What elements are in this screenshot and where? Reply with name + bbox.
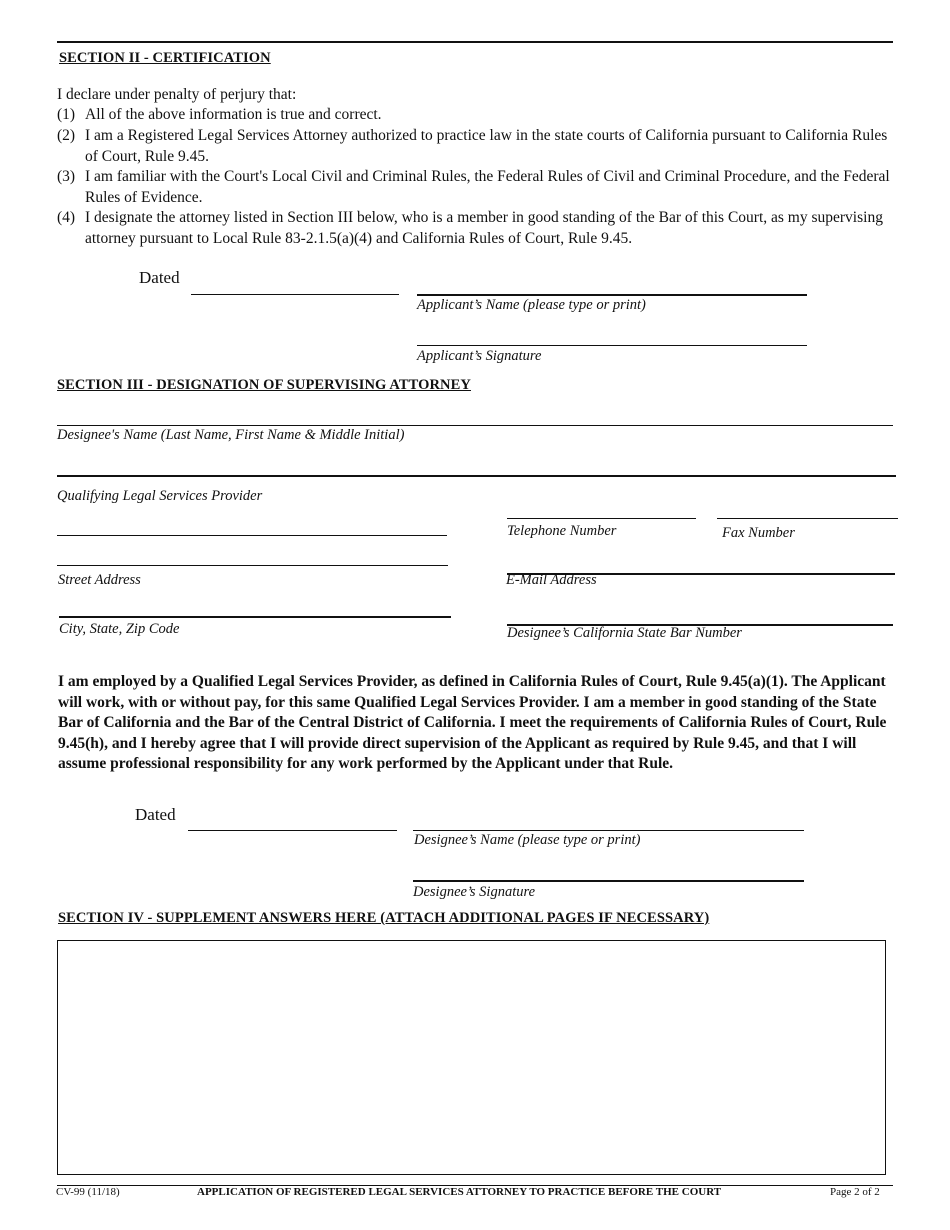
designee-signature-field[interactable] — [413, 862, 803, 880]
applicant-signature-label: Applicant’s Signature — [417, 348, 542, 364]
city-state-zip-line — [59, 616, 451, 618]
applicant-signature-line — [417, 345, 807, 346]
provider-field[interactable] — [57, 457, 895, 475]
applicant-dated-label: Dated — [139, 268, 180, 287]
page-number: Page 2 of 2 — [830, 1186, 880, 1198]
applicant-signature-field[interactable] — [417, 327, 806, 345]
telephone-label: Telephone Number — [507, 523, 617, 539]
email-field[interactable] — [507, 555, 894, 573]
form-id: CV-99 (11/18) — [56, 1186, 120, 1198]
designee-signature-label: Designee’s Signature — [413, 884, 536, 900]
certification-intro: I declare under penalty of perjury that: — [57, 86, 297, 103]
fax-line — [717, 518, 898, 519]
street-address-line2 — [57, 565, 448, 566]
designee-print-name-field[interactable] — [413, 812, 803, 830]
street-address-line1-field[interactable] — [57, 517, 446, 535]
telephone-line — [507, 518, 696, 519]
applicant-name-label: Applicant’s Name (please type or print) — [417, 297, 646, 313]
top-rule — [57, 41, 893, 43]
provider-label: Qualifying Legal Services Provider — [57, 488, 263, 504]
certification-item-4 — [57, 208, 897, 249]
fax-field[interactable] — [717, 500, 897, 518]
designee-signature-line — [413, 880, 804, 882]
bar-number-field[interactable] — [507, 606, 892, 624]
designee-date-field[interactable] — [188, 812, 396, 830]
designee-name-field[interactable] — [57, 407, 892, 425]
section-2-title: SECTION II - CERTIFICATION — [59, 50, 271, 66]
certification-item-3 — [57, 167, 897, 208]
applicant-date-line — [191, 294, 399, 295]
designee-name-line — [57, 425, 893, 426]
supervising-attorney-statement: I am employed by a Qualified Legal Services Provider, as defined in California Rules of Court, Rule 9.45(a)(1). The Applicant will work, with or without pay, for this same Qualified Legal Services Provider. I am a member in good standing of the State Bar of California and the Bar of the Central District of California. I meet the requirements of California Rules of Court, Rule 9.45(h), and I hereby agree that I will provide direct supervision of the Applicant as required by Rule 9.45, and that I will assume professional responsibility for any work performed by the Applicant under that Rule. — [58, 673, 887, 772]
section-3-title: SECTION III - DESIGNATION OF SUPERVISING ATTORNEY — [57, 377, 471, 393]
city-state-zip-field[interactable] — [59, 598, 449, 616]
fax-label: Fax Number — [722, 525, 795, 541]
bar-number-label: Designee’s California State Bar Number — [507, 625, 742, 641]
telephone-field[interactable] — [507, 500, 695, 518]
item-number: (2) — [57, 127, 76, 144]
item-text: I am familiar with the Court's Local Civil and Criminal Rules, the Federal Rules of Civil and Criminal Procedure, and the Federal Rules of Evidence. — [85, 168, 890, 206]
designee-date-line — [188, 830, 397, 831]
provider-line — [57, 475, 896, 477]
designee-print-name-line — [413, 830, 804, 831]
applicant-name-line — [417, 294, 807, 296]
street-address-label: Street Address — [58, 572, 141, 588]
item-text: All of the above information is true and correct. — [85, 106, 382, 123]
designee-dated-label: Dated — [135, 805, 176, 824]
applicant-name-field[interactable] — [417, 276, 806, 294]
email-label: E-Mail Address — [506, 572, 597, 588]
applicant-date-field[interactable] — [191, 276, 398, 294]
certification-item-2 — [57, 126, 897, 167]
item-number: (4) — [57, 209, 76, 226]
street-address-field[interactable] — [57, 546, 447, 564]
section-4-title: SECTION IV - SUPPLEMENT ANSWERS HERE (ATTACH ADDITIONAL PAGES IF NECESSARY) — [58, 910, 710, 926]
form-title: APPLICATION OF REGISTERED LEGAL SERVICES ATTORNEY TO PRACTICE BEFORE THE COURT — [197, 1186, 722, 1198]
city-state-zip-label: City, State, Zip Code — [59, 621, 180, 637]
certification-item-1 — [57, 105, 897, 126]
street-address-line1 — [57, 535, 447, 536]
item-text: I designate the attorney listed in Section III below, who is a member in good standing of the Bar of this Court, as my supervising attorney pursuant to Local Rule 83-2.1.5(a)(4) and California Rules of Court, Rule 9.45. — [85, 209, 883, 247]
designee-print-name-label: Designee’s Name (please type or print) — [414, 832, 641, 848]
item-text: I am a Registered Legal Services Attorney authorized to practice law in the state courts of California pursuant to California Rules of Court, Rule 9.45. — [85, 127, 888, 165]
designee-name-label: Designee's Name (Last Name, First Name & Middle Initial) — [57, 427, 405, 443]
item-number: (3) — [57, 168, 76, 185]
item-number: (1) — [57, 106, 76, 123]
supplement-answers-box[interactable] — [57, 940, 886, 1175]
